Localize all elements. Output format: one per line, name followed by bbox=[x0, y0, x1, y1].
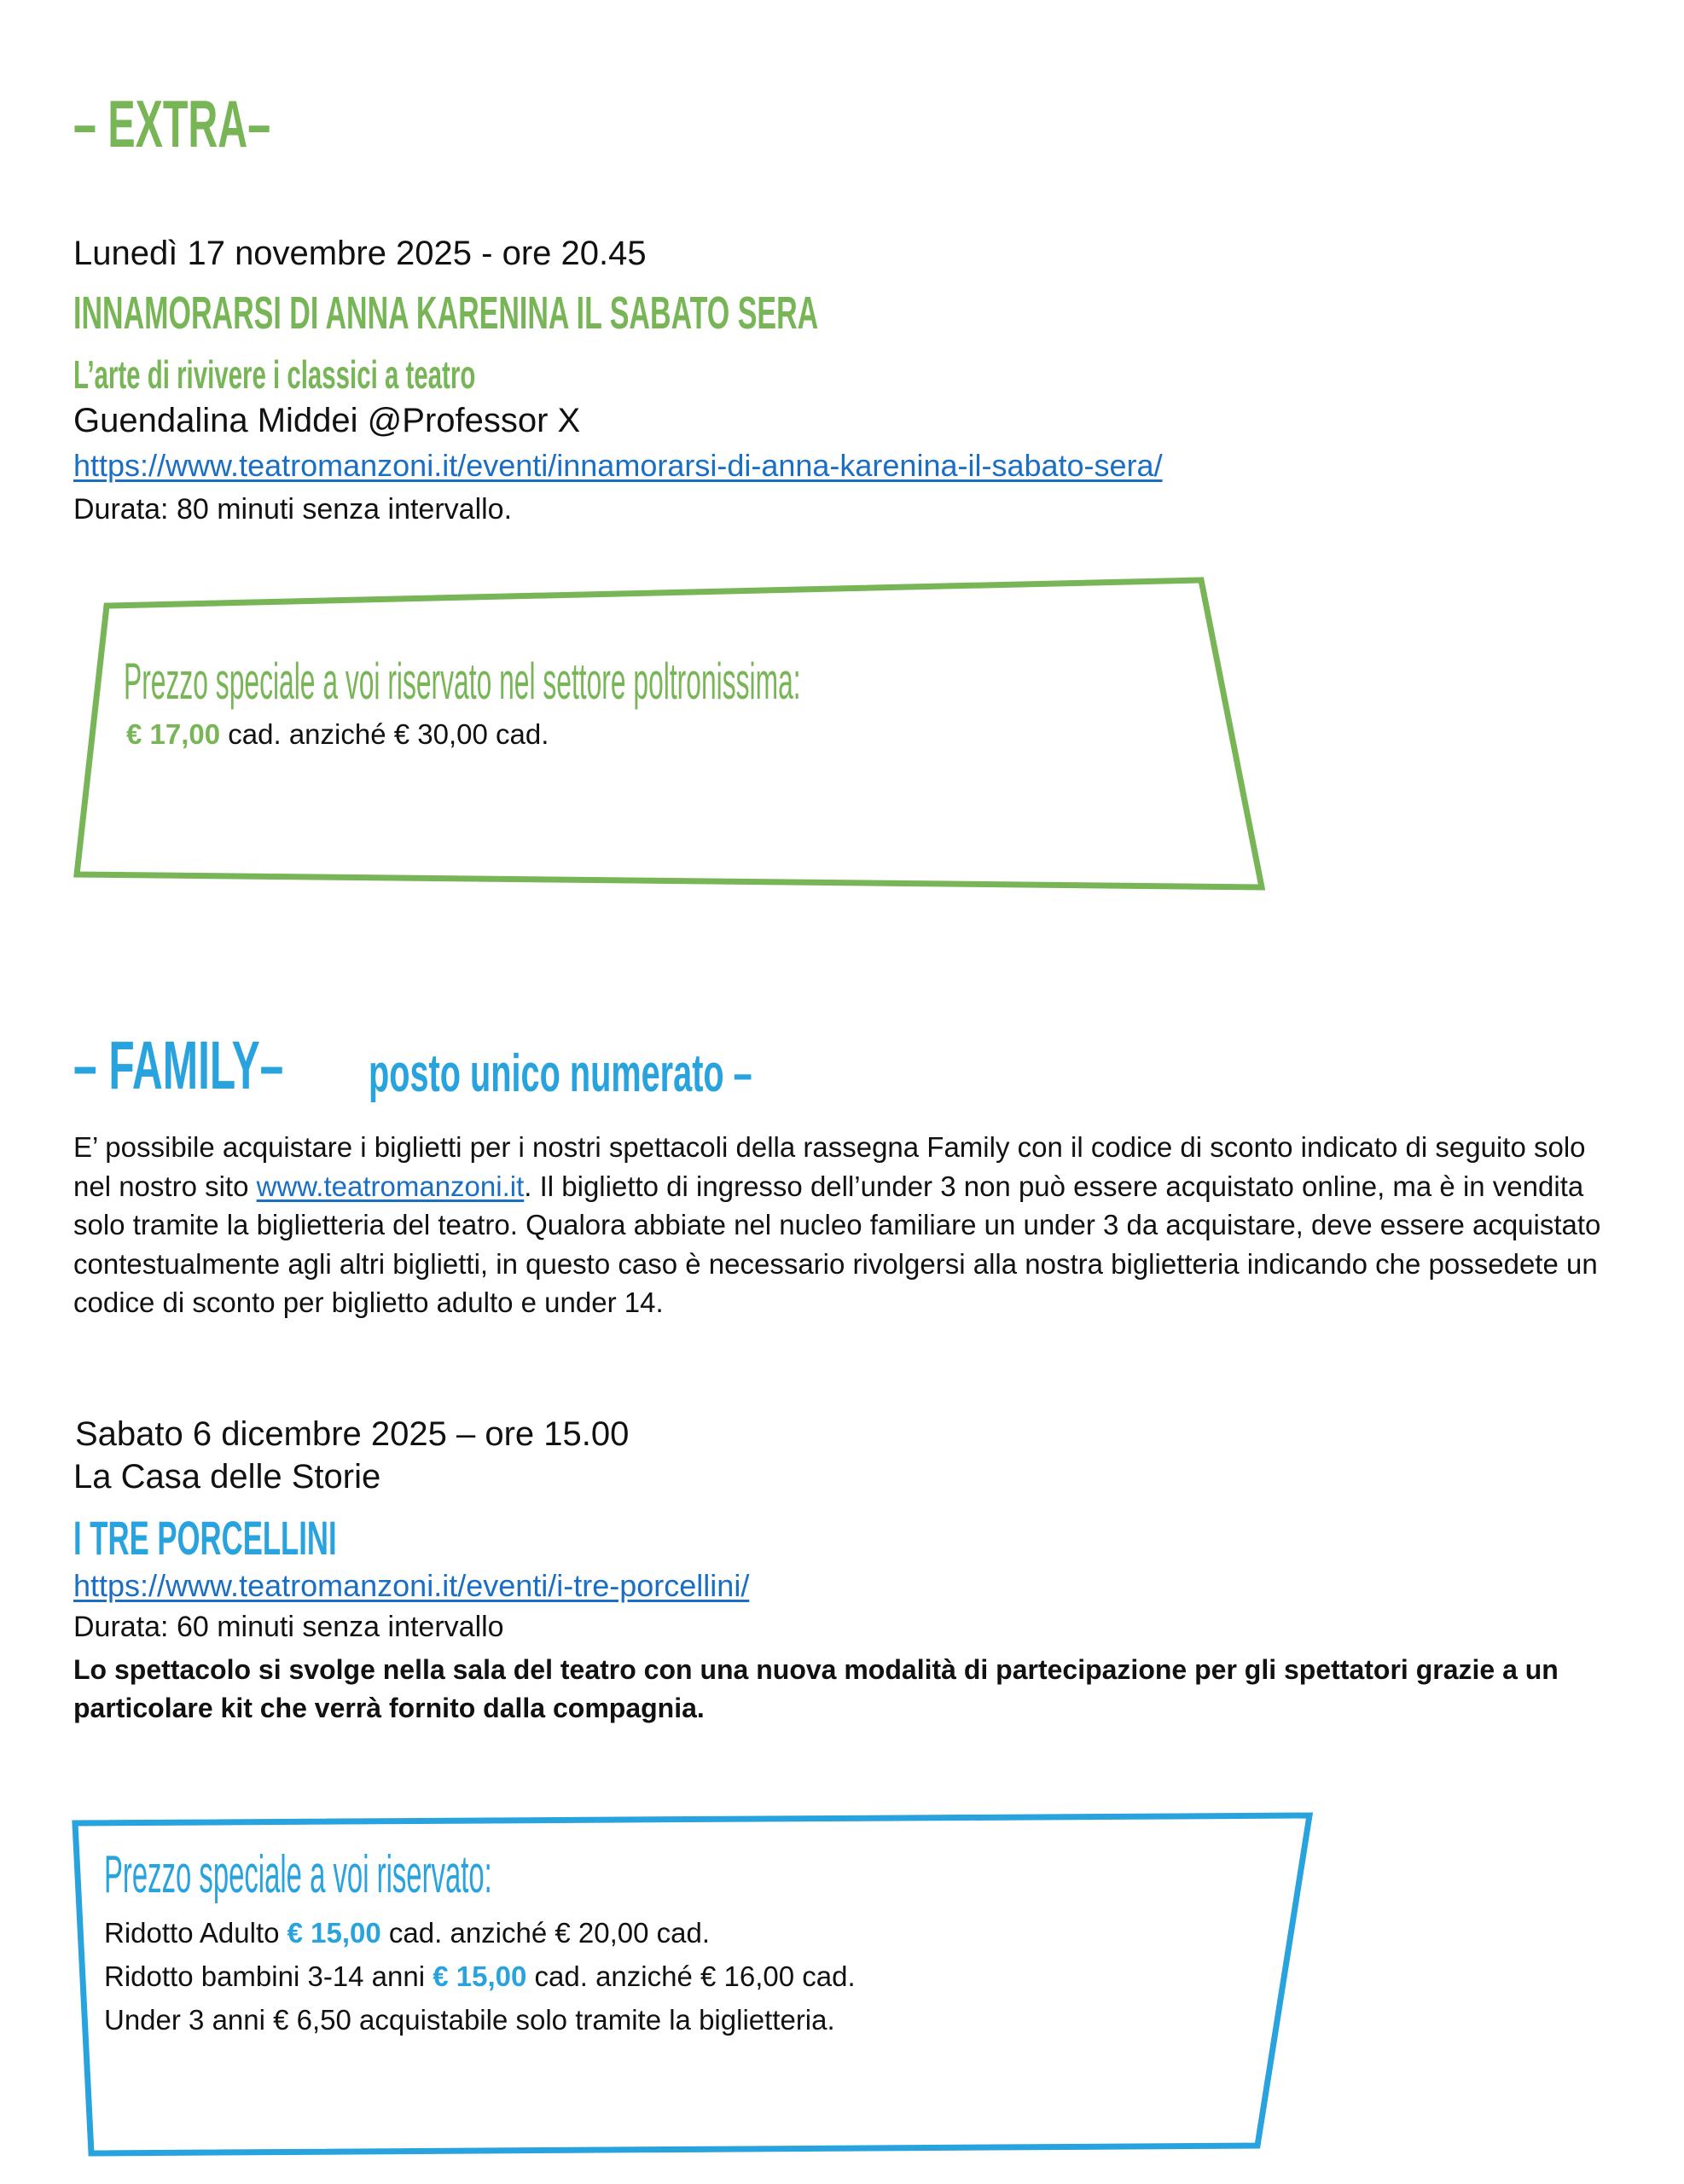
family-intro-link[interactable]: www.teatromanzoni.it bbox=[256, 1170, 525, 1202]
extra-event-subtitle: L’arte di rivivere i classici a teatro bbox=[73, 352, 476, 397]
family-event-date: Sabato 6 dicembre 2025 – ore 15.00 bbox=[75, 1415, 630, 1453]
family-event-note: Lo spettacolo si svolge nella sala del teatro con una nuova modalità di partecipazione per gli spettatori grazie a un particolare kit che verrà fornito dalla compagnia. bbox=[73, 1654, 1559, 1723]
extra-offer-title: Prezzo speciale a voi riservato nel settore poltronissima: bbox=[124, 653, 801, 710]
extra-event-link[interactable]: https://www.teatromanzoni.it/eventi/innamorarsi-di-anna-karenina-il-sabato-sera/ bbox=[73, 448, 1163, 483]
family-intro-part1: E’ possibile acquistare i biglietti per i nostri spettacoli della rassegna Family con il codice di sconto indicato di seguito solo nel nostro sito bbox=[73, 1131, 1586, 1202]
family-event-title: I TRE PORCELLINI bbox=[73, 1511, 337, 1565]
family-offer-line-1 bbox=[104, 1917, 710, 1949]
family-offer-line-3-pre: Under 3 anni € 6,50 acquistabile solo tramite la biglietteria. bbox=[104, 2004, 835, 2036]
extra-event-title: INNAMORARSI DI ANNA KARENINA IL SABATO SERA bbox=[73, 288, 819, 339]
extra-event-author: Guendalina Middei @Professor X bbox=[73, 402, 581, 439]
family-offer-title: Prezzo speciale a voi riservato: bbox=[104, 1845, 492, 1904]
family-event-duration: Durata: 60 minuti senza intervallo bbox=[73, 1611, 504, 1643]
family-subheading: posto unico numerato – bbox=[369, 1044, 752, 1103]
extra-heading: – EXTRA– bbox=[73, 86, 271, 161]
family-offer-line-1-price: € 15,00 bbox=[287, 1917, 381, 1949]
family-offer-line-2-price: € 15,00 bbox=[433, 1960, 527, 1992]
family-offer-line-1-post: cad. anziché € 20,00 cad. bbox=[380, 1917, 711, 1949]
family-heading: – FAMILY– bbox=[73, 1027, 284, 1103]
extra-offer-price: € 17,00 bbox=[126, 718, 221, 750]
family-offer-line-2-pre: Ridotto bambini 3-14 anni bbox=[104, 1960, 433, 1992]
family-event-link[interactable]: https://www.teatromanzoni.it/eventi/i-tre-porcellini/ bbox=[73, 1568, 750, 1603]
family-offer-line-2-post: cad. anziché € 16,00 cad. bbox=[526, 1960, 856, 1992]
extra-offer-price-rest: cad. anziché € 30,00 cad. bbox=[220, 718, 549, 750]
extra-event-date: Lunedì 17 novembre 2025 - ore 20.45 bbox=[73, 235, 647, 272]
family-intro-part2: . Il biglietto di ingresso dell’under 3 non può essere acquistato online, ma è in vendita solo tramite la biglietteria del teatro. Qualora abbiate nel nucleo familiare un under 3 da acquistare, deve essere acquistato contestualmente agli altri biglietti, in questo caso è necessario rivolgersi alla nostra biglietteria indicando che possedete un codice di sconto per biglietto adulto e under 14. bbox=[73, 1170, 1601, 1318]
family-event-company: La Casa delle Storie bbox=[73, 1458, 381, 1496]
family-offer-line-3 bbox=[104, 2004, 835, 2036]
family-offer-line-2 bbox=[104, 1960, 856, 1993]
extra-event-duration: Durata: 80 minuti senza intervallo. bbox=[73, 493, 513, 526]
family-offer-line-1-pre: Ridotto Adulto bbox=[104, 1917, 287, 1949]
